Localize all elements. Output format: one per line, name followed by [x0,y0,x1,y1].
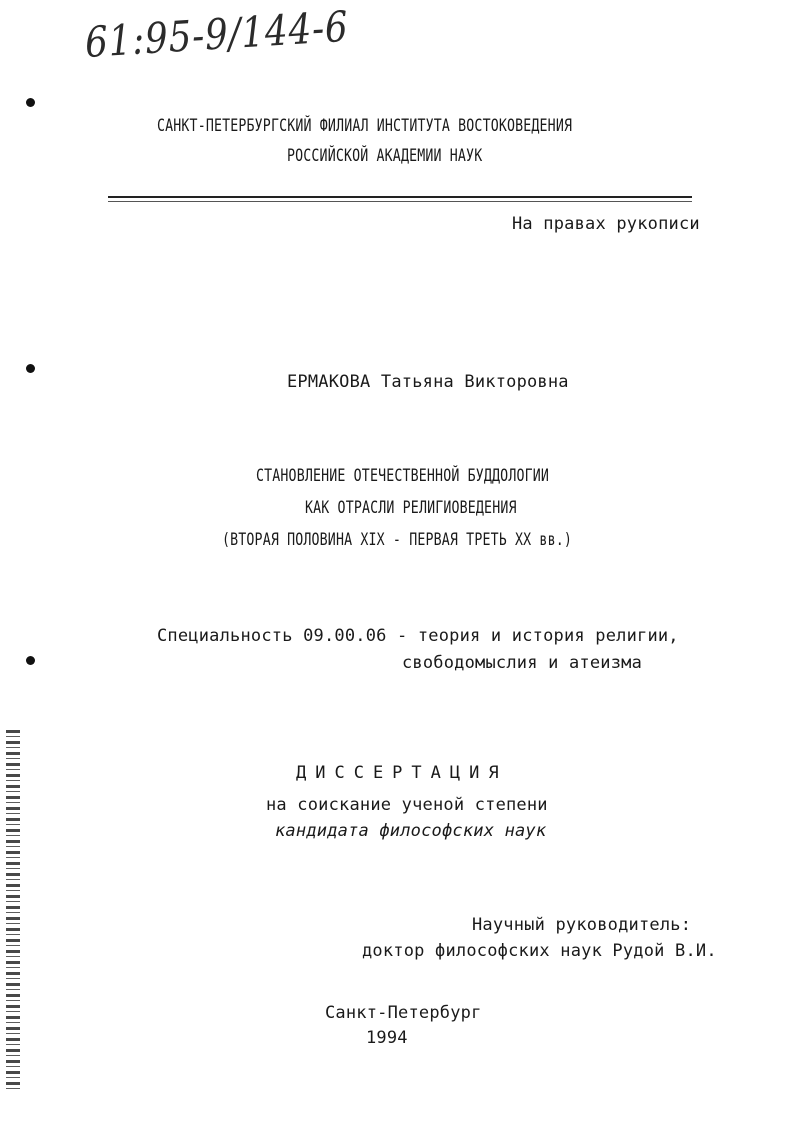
header-rule [108,196,692,198]
dissertation-heading: ДИССЕРТАЦИЯ [296,763,508,783]
author-name: ЕРМАКОВА Татьяна Викторовна [287,372,569,392]
hole-punch-mark-top [26,98,35,107]
specialty-line-2: свободомыслия и атеизма [402,653,643,673]
archive-number-stamp: 61:95-9/144-6 [84,1,350,67]
title-line-2: КАК ОТРАСЛИ РЕЛИГИОВЕДЕНИЯ [305,498,517,518]
year: 1994 [366,1028,408,1048]
hole-punch-mark-middle [26,364,35,373]
degree-line-2: кандидата философских наук [275,821,547,841]
institution-line-1: САНКТ-ПЕТЕРБУРГСКИЙ ФИЛИАЛ ИНСТИТУТА ВОСТОКОВЕДЕНИЯ [157,116,573,136]
specialty-line-1: Специальность 09.00.06 - теория и история религии, [157,626,679,646]
degree-line-1: на соискание ученой степени [266,795,548,815]
supervisor-name: доктор философских наук Рудой В.И. [362,941,717,961]
title-line-3: (ВТОРАЯ ПОЛОВИНА XIX - ПЕРВАЯ ТРЕТЬ XX вв.) [222,530,572,550]
hole-punch-mark-bottom [26,656,35,665]
rights-notice: На правах рукописи [512,214,700,234]
city: Санкт-Петербург [325,1003,482,1023]
title-line-1: СТАНОВЛЕНИЕ ОТЕЧЕСТВЕННОЙ БУДДОЛОГИИ [256,466,550,486]
header-rule-thin [108,201,692,202]
supervisor-label: Научный руководитель: [472,915,692,935]
institution-line-2: РОССИЙСКОЙ АКАДЕМИИ НАУК [287,146,483,166]
scan-binding-edge [6,730,20,1090]
